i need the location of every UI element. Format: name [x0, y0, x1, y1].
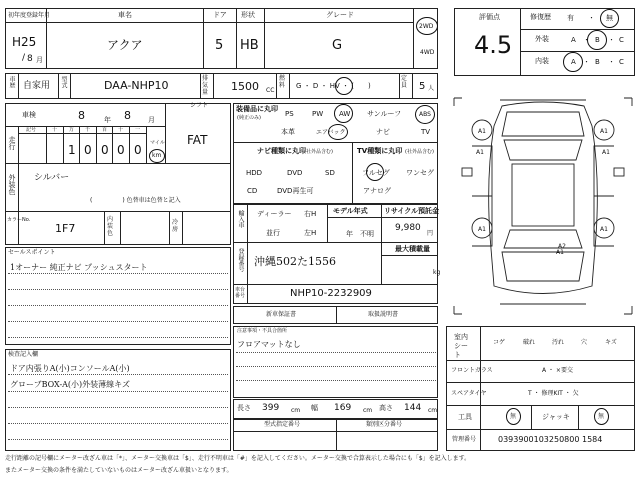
fuel-label: 燃料 [279, 75, 286, 89]
exterior-a: A [571, 36, 576, 44]
mileage-digit: 0 [101, 143, 109, 157]
navi-cd: CD [247, 187, 258, 195]
caution-label: 注意事項・不具合箇所 [237, 328, 288, 334]
chassis-number: NHP10-2232909 [290, 288, 372, 299]
selling-points-text: 1オーナー 純正ナビ プッシュスタート [10, 263, 148, 272]
jack-circle [594, 408, 609, 425]
equip-sunroof: サンルーフ [367, 110, 402, 118]
selling-points-section [5, 247, 231, 345]
score-label: 評価点 [479, 13, 500, 21]
length-unit: cm [291, 407, 301, 414]
doors-label: ドア [213, 11, 227, 19]
jack-label: ジャッキ [542, 413, 570, 421]
navi-dvd: DVD [287, 169, 303, 177]
drive-2wd: 2WD [419, 23, 434, 30]
color-no-label: カラーNo. [7, 217, 31, 223]
navi-hdd: HDD [246, 169, 263, 177]
color-no-value: 1F7 [55, 222, 76, 235]
mileage-digit: 0 [84, 143, 92, 157]
equip-abs-circle [415, 105, 435, 124]
equip-airbag: エアバック [316, 129, 346, 136]
mileage-hdr-4: 百 [102, 127, 108, 133]
mileage-digit: 0 [117, 143, 125, 157]
repair-yes: 有 [567, 14, 574, 22]
tv-subtitle: (社外品含む) [405, 149, 434, 155]
equip-navi: ナビ [376, 128, 390, 136]
class-label: 類別区分番号 [366, 421, 403, 428]
repair-no-circle [600, 9, 619, 28]
repair-no: 無 [606, 14, 613, 22]
2wd-circle [416, 17, 438, 35]
tools-circle [506, 408, 521, 425]
damage-mark: A1 [600, 226, 608, 233]
equip-airbag-circle [328, 124, 348, 140]
exterior-color-label: 外装色 [8, 174, 16, 195]
shift-label: シフト [190, 102, 209, 109]
spare-tire-options: T ・ 修理KIT ・ 欠 [528, 390, 579, 397]
fuel-options: G ・ D ・ HV ・ ( ) [296, 82, 371, 90]
mileage-hdr-symbol: 記号 [26, 127, 37, 133]
new-warranty: 新車保証書 [266, 311, 297, 318]
width-label: 幅 [311, 404, 318, 412]
inspection-label: 車検 [22, 111, 36, 119]
recycle-value: 9,980 [395, 223, 421, 233]
inspection-month-unit: 月 [148, 116, 155, 124]
interior-c: C [619, 58, 624, 66]
tools-label: 工具 [458, 413, 472, 421]
footer-note-2: またメーター交換の条件を満たしていないものはメーター改ざん車扱いとなります。 [5, 467, 233, 474]
mileage-digit: 0 [134, 143, 142, 157]
mileage-digit: 1 [68, 143, 76, 157]
registration-number: 沖縄502た1556 [254, 255, 336, 268]
length-label: 長さ [237, 404, 251, 412]
exterior-label: 外装 [535, 35, 549, 43]
seat-label: 室内シート [454, 333, 468, 359]
type-cert-label: 型式指定番号 [264, 421, 301, 428]
footer-note-1: 走行距離の記号欄にメーター改ざん車は「*」、メーター交換車は「$」、走行不明車は「#」を記入してください。メーター交換で合算表示した場合にも「$」を記入します。 [5, 455, 471, 462]
tools-value: 無 [510, 413, 517, 420]
seat-burn: コゲ [493, 339, 506, 346]
damage-mark: A1 [478, 128, 486, 135]
yen-unit: 円 [427, 230, 434, 237]
management-no-label: 管理番号 [452, 436, 477, 443]
km-unit: km [152, 152, 162, 159]
equip-ps: PS [285, 110, 294, 118]
capacity-unit: 人 [428, 85, 435, 92]
windshield-options: A ・ ×要交 [542, 367, 573, 374]
damage-mark: A1 [600, 128, 608, 135]
interior-a: A [571, 58, 576, 66]
first-reg-month: 8 [27, 54, 33, 64]
first-reg-month-unit: 月 [36, 56, 43, 64]
exterior-b-circle [587, 30, 607, 50]
import-parallel: 並行 [266, 229, 280, 237]
door-count: 5 [215, 38, 224, 53]
damage-mark: A1 [476, 149, 484, 156]
repair-history-label: 修復歴 [530, 13, 551, 21]
width-value: 169 [334, 403, 352, 413]
tv-fullseg-circle [366, 163, 384, 181]
import-dealer: ディーラー [257, 210, 292, 218]
equip-pw: PW [312, 110, 324, 118]
tv-title: TV種類に丸印 [357, 147, 403, 155]
height-value: 144 [404, 403, 422, 413]
inspector-note-2: グローブBOX-A(小)外装薄線キズ [10, 380, 131, 389]
grade-label: グレード [326, 11, 354, 19]
capacity-label: 定員 [401, 75, 408, 89]
inspector-note-1: ドア内張りA(小)コンソールA(小) [10, 364, 130, 373]
interior-a-circle [563, 52, 583, 72]
mileage-hdr-1: 十 [52, 127, 58, 133]
capacity-value: 5 [419, 81, 426, 92]
damage-mark: A1 [556, 249, 564, 256]
evaluation-score: 4.5 [474, 31, 513, 59]
kg-unit: kg [433, 269, 441, 276]
damage-mark: A1 [478, 226, 486, 233]
usage-value: 自家用 [23, 81, 51, 91]
model-year-label: モデル年式 [333, 207, 368, 215]
cc-unit: CC [266, 87, 275, 94]
mile-unit: マイル [150, 140, 165, 146]
car-damage-diagram [452, 96, 634, 316]
equipment-subtitle: (純正のみ) [237, 115, 261, 121]
first-reg-year: H25 [12, 35, 37, 49]
equip-leather: 本革 [281, 128, 295, 136]
inspection-year: 8 [78, 109, 85, 122]
model-name: アクア [107, 38, 143, 52]
make-label: 車名 [118, 11, 132, 19]
equip-tv: TV [421, 128, 431, 136]
height-label: 高さ [379, 404, 393, 412]
interior-b: B [595, 58, 600, 66]
color-change-note: ( ) 色替車は色替と記入 [90, 197, 181, 204]
tv-oneseg: ワンセグ [406, 169, 434, 177]
chassis-label: 車台番号 [235, 287, 246, 299]
import-label: 輸入車 [237, 210, 244, 228]
shift-value: FAT [187, 133, 208, 147]
interior-label: 内装 [535, 57, 549, 65]
navi-dvd-play: DVD再生可 [277, 187, 314, 195]
windshield-label: フロントガラス [451, 367, 493, 374]
import-right: 右H [304, 210, 317, 218]
inspection-month: 8 [124, 109, 131, 122]
equipment-title: 装備品に丸印 [236, 105, 278, 113]
equip-abs: ABS [419, 111, 431, 118]
mileage-hdr-6: 一 [135, 127, 141, 133]
first-reg-label: 初年度登録年月 [8, 12, 51, 19]
navi-title: ナビ種類に丸印 [257, 147, 306, 155]
interior-color-label: 内装色 [107, 216, 114, 237]
inspection-year-unit: 年 [104, 116, 111, 124]
exterior-color-value: シルバー [34, 173, 70, 183]
type-label: 型式 [60, 76, 67, 88]
grade-value: G [332, 38, 343, 53]
shape-label: 形状 [241, 11, 255, 19]
drive-4wd: 4WD [420, 49, 435, 56]
usage-label: 車歴 [8, 76, 15, 88]
height-unit: cm [428, 407, 438, 414]
spare-tire-label: スペアタイヤ [451, 390, 487, 397]
width-unit: cm [363, 407, 373, 414]
fuel-hv-circle [335, 77, 353, 95]
mileage-hdr-2: 万 [69, 127, 75, 133]
mileage-hdr-3: 千 [85, 127, 91, 133]
navi-sd: SD [325, 169, 335, 177]
management-no-value: 0393900103250800 1584 [498, 435, 603, 444]
mileage-label: 走行 [8, 136, 16, 150]
body-shape: HB [240, 38, 259, 53]
inspector-notes-label: 検査記入欄 [8, 351, 39, 358]
displacement-label: 排気量 [202, 75, 209, 96]
tv-analog: アナログ [363, 187, 391, 195]
caution-text: フロアマットなし [237, 340, 301, 349]
registration-label: 登録番号 [237, 248, 244, 272]
type-value: DAA-NHP10 [104, 79, 169, 92]
model-year-value: 年 不明 [346, 230, 374, 238]
import-left: 左H [304, 229, 317, 237]
ac-label: 冷房 [172, 219, 179, 233]
seat-hole: 穴 [581, 339, 588, 346]
manual: 取扱説明書 [368, 311, 399, 318]
navi-subtitle: (社外品含む) [304, 149, 333, 155]
selling-points-label: セールスポイント [8, 249, 56, 256]
damage-mark: A2 [558, 243, 566, 250]
jack-value: 無 [598, 413, 605, 420]
exterior-b: B [595, 36, 600, 44]
seat-tear: 破れ [523, 339, 536, 346]
length-value: 399 [262, 403, 280, 413]
equip-aw-circle [334, 104, 353, 123]
km-circle [149, 149, 165, 163]
displacement-value: 1500 [231, 80, 259, 93]
seat-scratch: キズ [605, 339, 617, 346]
caution-section [233, 326, 438, 398]
mileage-hdr-5: 十 [118, 127, 124, 133]
equip-aw: AW [339, 110, 351, 118]
seat-stain: 汚れ [552, 339, 565, 346]
exterior-c: C [619, 36, 624, 44]
damage-mark: A1 [602, 149, 610, 156]
tv-fullseg: フルセグ [362, 169, 390, 177]
max-load-label: 最大積載量 [395, 245, 430, 253]
recycle-label: リサイクル預託金 [384, 207, 440, 215]
